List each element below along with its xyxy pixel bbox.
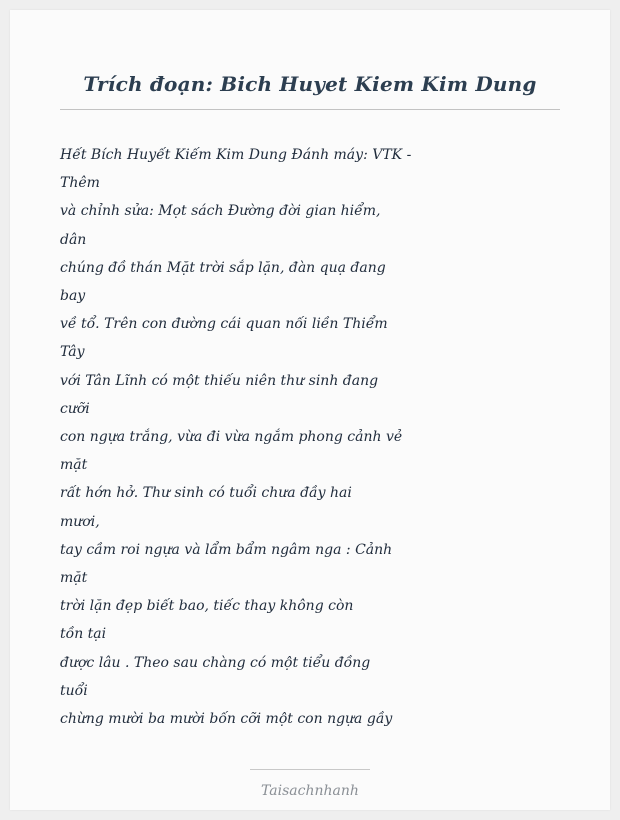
- text-line: mặt: [60, 570, 88, 587]
- footer-source: Taisachnhanh: [261, 783, 359, 799]
- text-line: rất hớn hở. Thư sinh có tuổi chưa đầy hai: [60, 485, 352, 502]
- text-line: trời lặn đẹp biết bao, tiếc thay không còn: [60, 598, 354, 615]
- text-line: chừng mười ba mười bốn cỡi một con ngựa gầy: [60, 711, 393, 728]
- text-line: bay: [60, 288, 86, 305]
- footer-divider: [250, 769, 370, 770]
- text-line: tuổi: [60, 682, 88, 699]
- text-line: được lâu . Theo sau chàng có một tiểu đồng: [60, 654, 371, 671]
- page-title: Trích đoạn: Bich Huyet Kiem Kim Dung: [83, 72, 537, 96]
- text-line: và chỉnh sửa: Mọt sách Đường đời gian hiểm,: [60, 203, 381, 220]
- text-line: tồn tại: [60, 626, 107, 643]
- text-line: Hết Bích Huyết Kiếm Kim Dung Đánh máy: VTK -: [60, 147, 412, 163]
- text-line: mặt: [60, 457, 88, 474]
- title-divider: [60, 109, 560, 110]
- text-line: chúng đồ thán Mặt trời sắp lặn, đàn quạ đang: [60, 259, 386, 276]
- text-line: con ngựa trắng, vừa đi vừa ngắm phong cảnh vẻ: [60, 429, 403, 446]
- text-line: tay cầm roi ngựa và lẩm bẩm ngâm nga : Cảnh: [60, 541, 393, 558]
- text-line: với Tân Lĩnh có một thiếu niên thư sinh đang: [60, 372, 379, 389]
- text-line: Thêm: [60, 175, 100, 192]
- text-line: về tổ. Trên con đường cái quan nối liền Thiểm: [60, 316, 388, 333]
- excerpt-body: [60, 141, 420, 733]
- page: [10, 10, 610, 810]
- text-line: cưỡi: [60, 400, 90, 417]
- text-line: dân: [60, 231, 87, 248]
- text-line: mươi,: [60, 513, 100, 530]
- text-line: Tây: [60, 344, 85, 361]
